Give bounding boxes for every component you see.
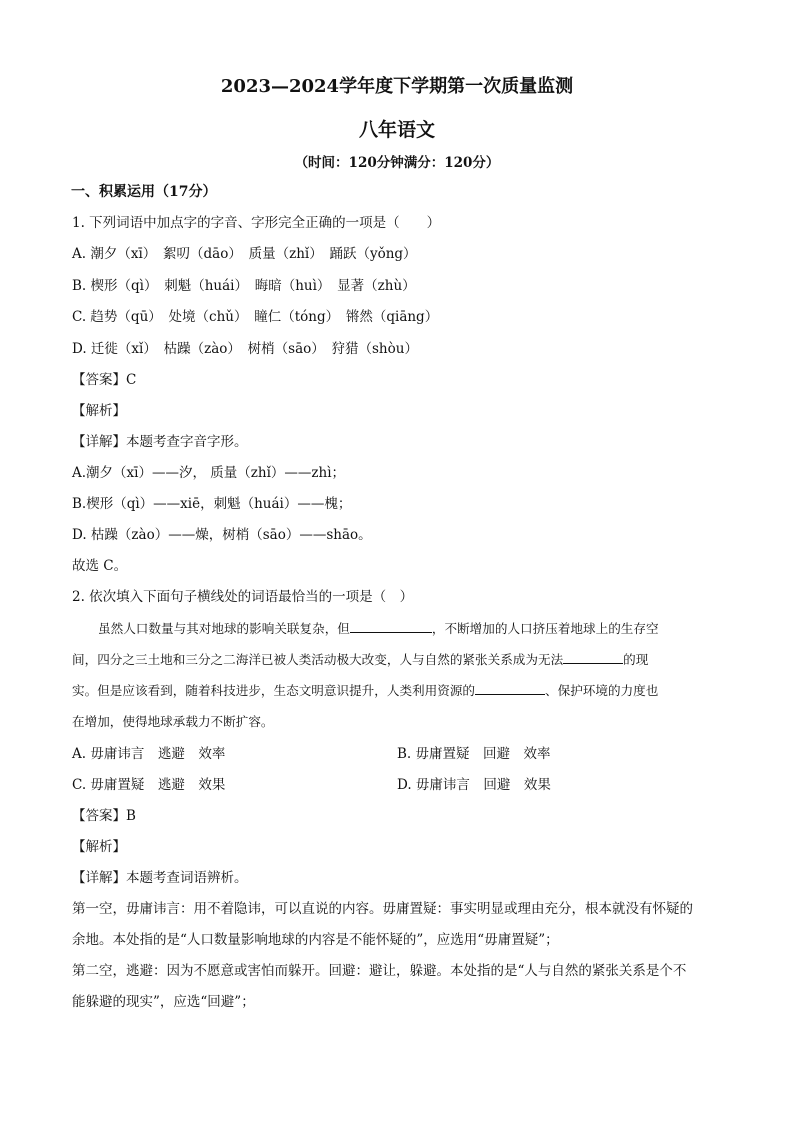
q2-option-d: D. 毋庸讳言 回避 效果: [397, 777, 551, 793]
exam-subject: 八年语文: [358, 119, 435, 141]
q2-explain-line: 第二空，逃避：因为不愿意或害怕而躲开。回避：避让，躲避。本处指的是“人与自然的紧张关系是个不: [72, 963, 687, 979]
q1-stem: 1. 下列词语中加点字的字音、字形完全正确的一项是（ ）: [72, 215, 441, 231]
passage-text: 的现: [623, 652, 649, 667]
passage-text: 、保护环境的力度也: [545, 683, 659, 698]
q2-explain-line: 余地。本处指的是“人口数量影响地球的内容是不能怀疑的”，应选用“毋庸置疑”；: [72, 932, 559, 948]
q1-analysis-label: 【解析】: [72, 403, 126, 419]
q1-option-d: D. 迁徙（xǐ） 枯躁（zào） 树梢（sāo） 狩猎（shòu）: [72, 341, 418, 357]
q2-explain-line: 能躲避的现实”，应选“回避”；: [72, 994, 255, 1010]
q2-passage-line: [72, 650, 717, 670]
q2-option-a: A. 毋庸讳言 逃避 效率: [72, 746, 226, 762]
exam-time-note: （时间：120分钟满分：120分）: [294, 155, 500, 171]
q2-analysis-label: 【解析】: [72, 839, 126, 855]
q1-detail: 【详解】本题考查字音字形。: [72, 434, 248, 450]
q2-passage-line: 在增加，使得地球承载力不断扩容。: [72, 714, 274, 729]
q1-conclusion: 故选 C。: [72, 558, 128, 574]
q2-detail: 【详解】本题考查词语辨析。: [72, 870, 248, 886]
exam-title: 2023—2024学年度下学期第一次质量监测: [220, 76, 574, 97]
q2-explain-line: 第一空，毋庸讳言：用不着隐讳，可以直说的内容。毋庸置疑：事实明显或理由充分，根本就没有怀疑的: [72, 901, 693, 917]
section-heading: 一、积累运用（17分）: [71, 184, 217, 200]
passage-text: 实。但是应该看到，随着科技进步，生态文明意识提升，人类利用资源的: [72, 683, 475, 698]
q1-explain-line: B.楔形（qì）——xiē，刺魁（huái）——槐；: [72, 496, 352, 512]
q2-answer: 【答案】B: [72, 808, 136, 824]
blank-line[interactable]: [475, 681, 545, 695]
q2-stem: 2. 依次填入下面句子横线处的词语最恰当的一项是（ ）: [72, 589, 414, 605]
passage-text: 虽然人口数量与其对地球的影响关联复杂，但: [98, 621, 350, 636]
q2-option-c: C. 毋庸置疑 逃避 效果: [72, 777, 226, 793]
q1-option-c: C. 趋势（qū） 处境（chǔ） 瞳仁（tóng） 锵然（qiāng）: [72, 309, 439, 325]
q2-option-b: B. 毋庸置疑 回避 效率: [397, 746, 551, 762]
q1-explain-line: D. 枯躁（zào）——燥，树梢（sāo）——shāo。: [72, 527, 372, 543]
passage-text: ，不断增加的人口挤压着地球上的生存空: [431, 621, 659, 636]
passage-text: 间，四分之三土地和三分之二海洋已被人类活动极大改变，人与自然的紧张关系成为无法: [72, 652, 564, 667]
q1-option-a: A. 潮夕（xī） 絮叨（dāo） 质量（zhǐ） 踊跃（yǒng）: [72, 246, 417, 262]
blank-line[interactable]: [563, 650, 623, 664]
q1-option-b: B. 楔形（qì） 刺魁（huái） 晦暗（huì） 显著（zhù）: [72, 278, 416, 294]
q2-passage-line: [72, 681, 717, 701]
q2-passage-line: [72, 619, 717, 639]
q1-answer: 【答案】C: [72, 372, 137, 388]
q1-explain-line: A.潮夕（xī）——汐， 质量（zhǐ）——zhì；: [72, 465, 346, 481]
blank-line[interactable]: [350, 619, 432, 633]
